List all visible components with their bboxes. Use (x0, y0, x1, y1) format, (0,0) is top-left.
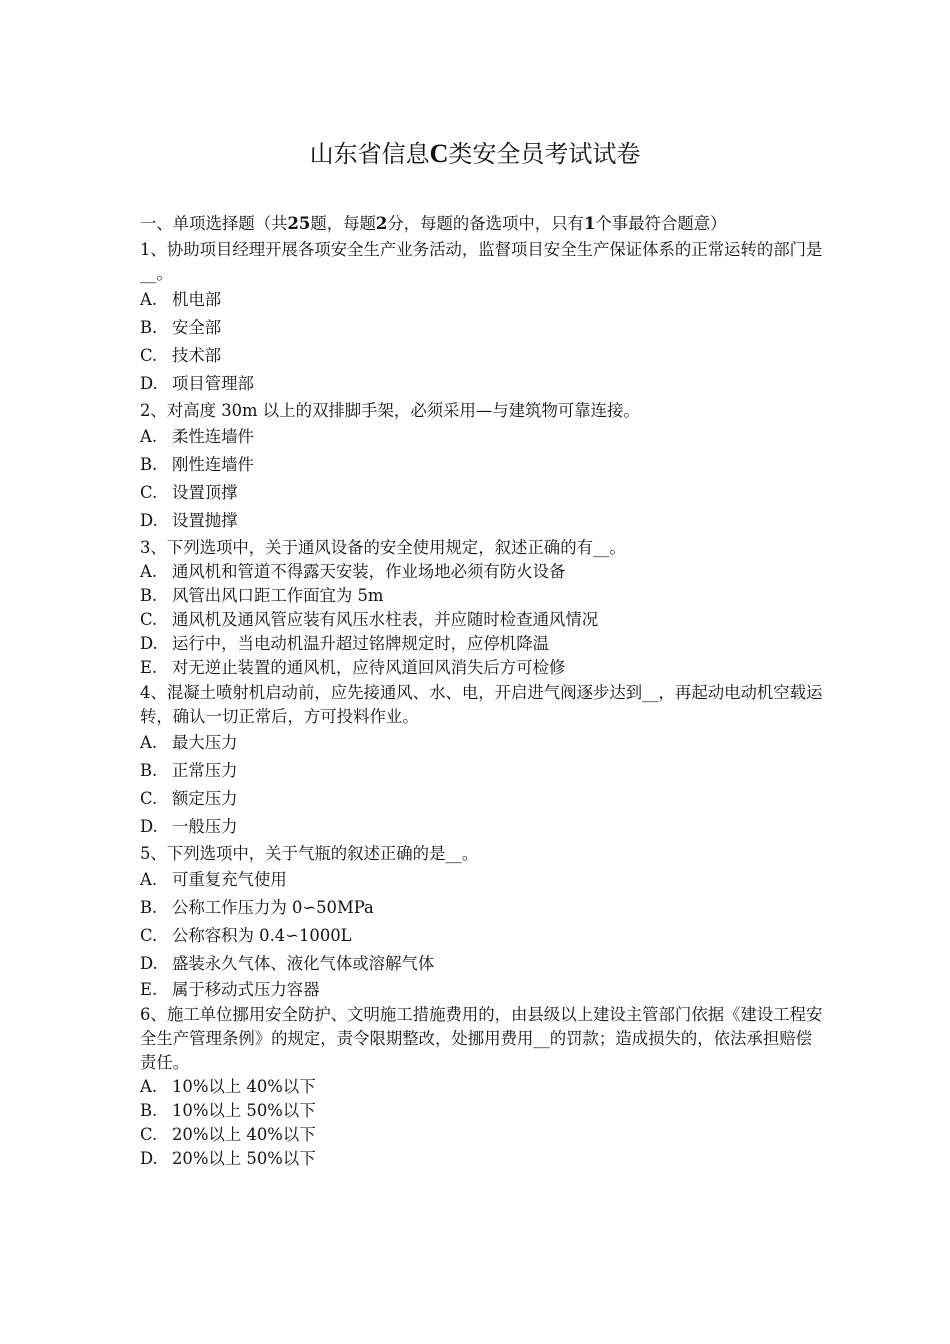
option (140, 656, 825, 680)
option (140, 286, 825, 314)
option-text: 20%以上 40%以下 (172, 1125, 316, 1144)
section-text: 一、单项选择题（共 (140, 214, 288, 233)
option-letter: B. (140, 455, 158, 474)
option-letter: B. (140, 318, 158, 337)
title-bold-letter: C (429, 139, 449, 168)
option (140, 451, 825, 479)
option-letter: A. (140, 1077, 158, 1096)
option-letter: B. (140, 586, 158, 605)
option-letter: C. (140, 346, 158, 365)
option-letter: A. (140, 870, 158, 889)
option-text: 运行中，当电动机温升超过铭牌规定时，应停机降温 (172, 634, 549, 653)
option (140, 785, 825, 813)
option (140, 507, 825, 535)
option-text: 风管出风口距工作面宜为 5m (172, 586, 384, 605)
option-text: 项目管理部 (172, 374, 254, 393)
option (140, 1099, 825, 1123)
option-text: 对无逆止装置的通风机，应待风道回风消失后方可检修 (172, 658, 566, 677)
option-letter: D. (140, 634, 158, 653)
option-text: 设置抛撑 (172, 511, 238, 530)
option-text: 机电部 (172, 290, 222, 309)
section-number: 25 (287, 214, 311, 233)
section-number: 1 (583, 214, 596, 233)
option-text: 10%以上 50%以下 (172, 1101, 316, 1120)
document-body (140, 212, 825, 1171)
option-text: 通风机及通风管应装有风压水柱表，并应随时检查通风情况 (172, 610, 599, 629)
option (140, 423, 825, 451)
section-number: 2 (375, 214, 388, 233)
option-text: 盛装永久气体、液化气体或溶解气体 (172, 954, 435, 973)
option-letter: C. (140, 1125, 158, 1144)
option-text: 可重复充气使用 (172, 870, 287, 889)
title-text-1: 山东省信息 (309, 140, 430, 168)
question-6: 6、施工单位挪用安全防护、文明施工措施费用的，由县级以上建设主管部门依据《建设工程安全生产管理条例》的规定，责令限期整改，处挪用费用__的罚款；造成损失的，依法承担赔偿责任。 (140, 1005, 823, 1072)
option-text: 设置顶撑 (172, 483, 238, 502)
option (140, 632, 825, 656)
option-text: 柔性连墙件 (172, 427, 254, 446)
section-heading (140, 212, 825, 236)
option-letter: B. (140, 898, 158, 917)
option-text: 最大压力 (172, 733, 238, 752)
section-text: 题，每题 (310, 214, 376, 233)
option (140, 370, 825, 398)
option-letter: A. (140, 733, 158, 752)
option-letter: D. (140, 511, 158, 530)
question-5: 5、下列选项中，关于气瓶的叙述正确的是__。 (140, 844, 479, 863)
option-text: 公称工作压力为 0∽50MPa (172, 898, 374, 917)
option-text: 10%以上 40%以下 (172, 1077, 316, 1096)
title-text-2: 类安全员考试试卷 (448, 140, 641, 168)
section-text: 分，每题的备选项中，只有 (387, 214, 584, 233)
option-letter: B. (140, 1101, 158, 1120)
question-4: 4、混凝土喷射机启动前，应先接通风、水、电，开启进气阀逐步达到__，再起动电动机空载运转，确认一切正常后，方可投料作业。 (140, 683, 823, 726)
option (140, 729, 825, 757)
question-2: 2、对高度 30m 以上的双排脚手架，必须采用—与建筑物可靠连接。 (140, 401, 640, 420)
option-letter: A. (140, 562, 158, 581)
section-text: 个事最符合题意） (595, 214, 727, 233)
option-letter: A. (140, 290, 158, 309)
option (140, 584, 825, 608)
document-title (0, 136, 950, 172)
option (140, 757, 825, 785)
question-1: 1、协助项目经理开展各项安全生产业务活动，监督项目安全生产保证体系的正常运转的部门是__。 (140, 240, 823, 283)
option (140, 922, 825, 950)
option-letter: D. (140, 1149, 158, 1168)
option-letter: C. (140, 610, 158, 629)
option (140, 479, 825, 507)
option (140, 1147, 825, 1171)
option-letter: B. (140, 761, 158, 780)
option-text: 公称容积为 0.4∽1000L (172, 926, 352, 945)
option-text: 技术部 (172, 346, 222, 365)
option (140, 608, 825, 632)
option-text: 一般压力 (172, 817, 238, 836)
option (140, 978, 825, 1002)
option (140, 342, 825, 370)
option (140, 1075, 825, 1099)
option-letter: E. (140, 980, 158, 999)
option-letter: A. (140, 427, 158, 446)
option-text: 通风机和管道不得露天安装，作业场地必须有防火设备 (172, 562, 566, 581)
option (140, 560, 825, 584)
option (140, 950, 825, 978)
option (140, 894, 825, 922)
option (140, 314, 825, 342)
option-text: 正常压力 (172, 761, 238, 780)
option-text: 属于移动式压力容器 (172, 980, 320, 999)
option-text: 安全部 (172, 318, 222, 337)
option-letter: C. (140, 926, 158, 945)
option-text: 刚性连墙件 (172, 455, 254, 474)
option-letter: D. (140, 954, 158, 973)
option-text: 额定压力 (172, 789, 238, 808)
option (140, 866, 825, 894)
option-letter: C. (140, 789, 158, 808)
option-letter: E. (140, 658, 158, 677)
option-text: 20%以上 50%以下 (172, 1149, 316, 1168)
option-letter: C. (140, 483, 158, 502)
option (140, 1123, 825, 1147)
option (140, 813, 825, 841)
option-letter: D. (140, 374, 158, 393)
question-3: 3、下列选项中，关于通风设备的安全使用规定，叙述正确的有__。 (140, 538, 626, 557)
option-letter: D. (140, 817, 158, 836)
